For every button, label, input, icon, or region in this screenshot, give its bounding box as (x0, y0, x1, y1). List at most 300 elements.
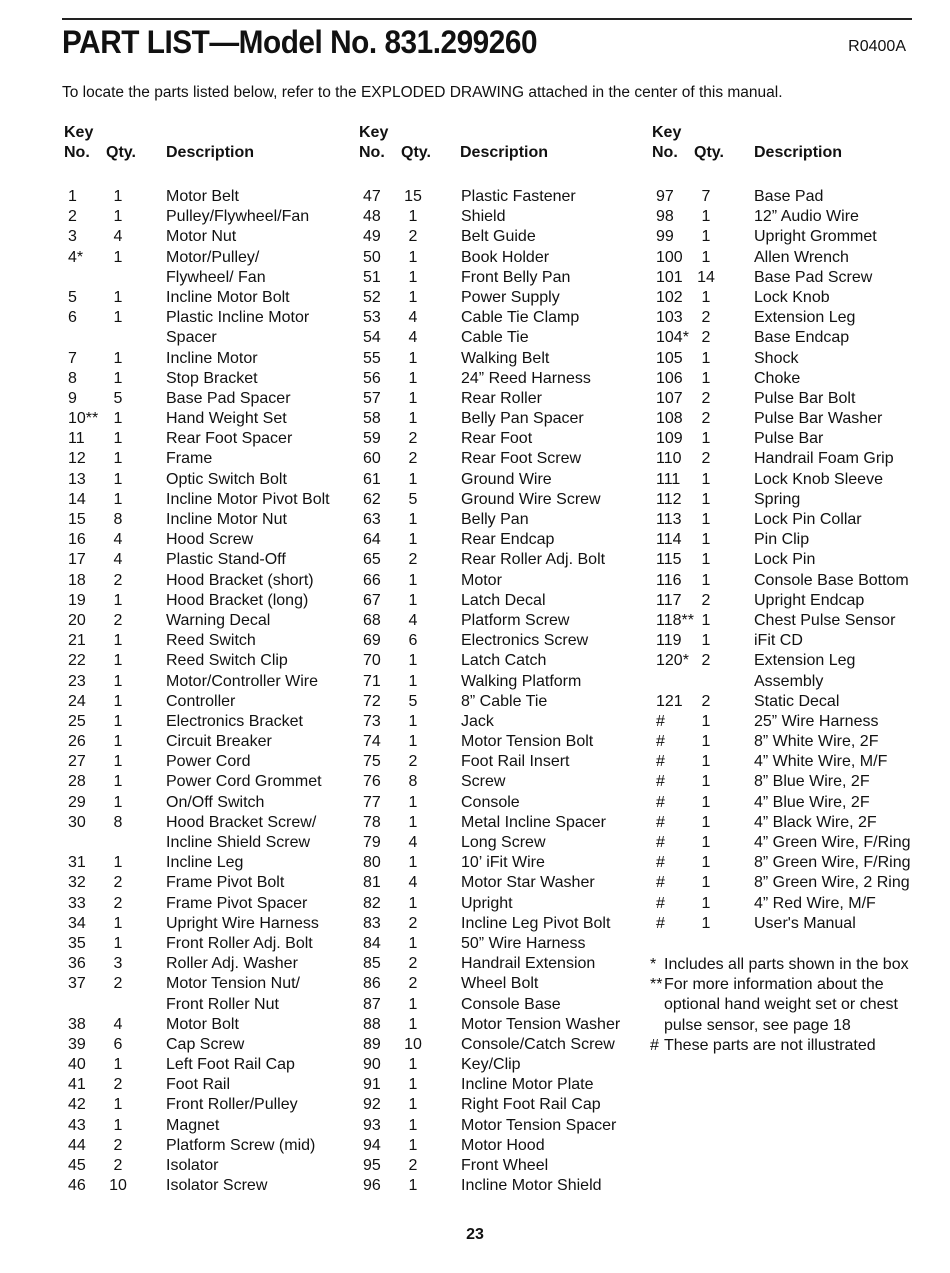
part-description: Front Roller/Pulley (166, 1096, 298, 1114)
part-quantity: 2 (701, 692, 711, 710)
part-quantity: 1 (701, 571, 711, 589)
part-key-number: 6 (68, 309, 77, 327)
part-description: Plastic Incline Motor (166, 309, 310, 327)
part-description: Cable Tie Clamp (461, 309, 580, 327)
part-description: Hood Bracket (short) (166, 571, 314, 589)
part-description: Allen Wrench (754, 248, 849, 266)
footnote-mark: ** (650, 976, 663, 994)
part-quantity: 2 (113, 894, 123, 912)
intro-text: To locate the parts listed below, refer to the EXPLODED DRAWING attached in the center of this manual. (62, 84, 783, 101)
part-key-number: 11 (68, 430, 85, 448)
footnote-text: These parts are not illustrated (664, 1036, 876, 1054)
part-key-number: 50 (363, 248, 381, 266)
part-description: Upright Grommet (754, 228, 877, 246)
part-description: Circuit Breaker (166, 733, 272, 751)
part-key-number: 79 (363, 834, 381, 851)
part-description: Walking Platform (461, 672, 582, 690)
part-description: Walking Belt (461, 349, 550, 367)
part-quantity: 1 (701, 753, 711, 771)
part-quantity: 4 (113, 1015, 123, 1033)
no-label: No. (64, 144, 90, 161)
part-key-number: 1 (68, 188, 77, 205)
part-quantity: 10 (109, 1177, 127, 1195)
part-key-number: 28 (68, 773, 86, 791)
part-quantity: 1 (113, 349, 123, 367)
part-quantity: 1 (701, 854, 711, 872)
part-key-number: 31 (68, 854, 86, 872)
part-quantity: 1 (113, 652, 123, 670)
part-description: Book Holder (461, 248, 550, 266)
part-description: Shield (461, 208, 506, 226)
part-quantity: 1 (113, 450, 123, 468)
part-quantity: 1 (701, 874, 711, 892)
part-key-number: 118** (656, 611, 694, 629)
part-quantity: 14 (697, 268, 715, 286)
part-quantity: 1 (701, 490, 711, 508)
part-quantity: 10 (404, 1035, 422, 1053)
footnote-includes (650, 955, 930, 975)
part-key-number: 21 (68, 632, 86, 650)
part-key-number: 69 (363, 632, 381, 650)
part-description: 8” Cable Tie (461, 692, 548, 710)
page-number: 23 (466, 1226, 484, 1243)
part-quantity: 2 (701, 329, 711, 347)
part-key-number: 107 (656, 389, 683, 407)
part-quantity: 1 (701, 611, 711, 629)
part-description: Right Foot Rail Cap (461, 1096, 601, 1114)
part-key-number: 108 (656, 410, 683, 428)
part-description: Motor (461, 571, 502, 589)
part-quantity: 1 (113, 1116, 123, 1134)
part-quantity: 2 (408, 430, 418, 448)
part-description: Handrail Extension (461, 955, 596, 973)
footnote-optional (650, 975, 930, 1036)
part-quantity: 4 (408, 329, 418, 347)
qty-label: Qty. (694, 144, 724, 161)
part-quantity: 5 (408, 490, 418, 508)
part-description: Pin Clip (754, 531, 810, 549)
part-description: Hood Bracket Screw/ (166, 813, 317, 831)
part-key-number: 18 (68, 571, 86, 589)
part-description: Flywheel/ Fan (166, 268, 266, 286)
part-description: Foot Rail Insert (461, 753, 570, 771)
part-key-number: 51 (363, 268, 381, 286)
part-description: Magnet (166, 1116, 220, 1134)
part-quantity: 1 (408, 854, 418, 872)
part-key-number: 120* (656, 652, 689, 670)
part-key-number: 25 (68, 712, 86, 730)
part-description: 8” White Wire, 2F (754, 733, 879, 751)
part-key-number: 64 (363, 531, 381, 549)
part-quantity: 1 (408, 288, 418, 306)
part-key-number: 59 (363, 430, 381, 448)
part-key-number: 113 (656, 511, 682, 528)
part-key-number: 39 (68, 1035, 86, 1053)
part-quantity: 1 (113, 208, 123, 226)
part-description: Front Roller Adj. Bolt (166, 934, 313, 952)
part-description: Hand Weight Set (166, 410, 287, 428)
part-description: Controller (166, 692, 236, 710)
part-key-number: # (656, 894, 665, 912)
qty-label: Qty. (106, 144, 136, 161)
part-description: Front Roller Nut (166, 995, 279, 1013)
part-quantity: 1 (113, 854, 123, 872)
part-quantity: 1 (408, 248, 418, 266)
part-description: Motor/Pulley/ (166, 248, 260, 266)
part-key-number: 111 (656, 470, 681, 488)
part-key-number: 19 (68, 591, 86, 609)
part-quantity: 2 (113, 1136, 123, 1154)
part-key-number: 114 (656, 531, 682, 549)
part-quantity: 2 (408, 753, 418, 771)
part-key-number: 87 (363, 995, 381, 1013)
part-description: Key/Clip (461, 1056, 521, 1074)
part-quantity: 15 (404, 188, 422, 205)
part-description: Hood Screw (166, 531, 254, 549)
part-description: Belt Guide (461, 228, 536, 246)
part-description: 10’ iFit Wire (461, 854, 545, 872)
key-label: Key (652, 124, 682, 141)
qty-label: Qty. (401, 144, 431, 161)
part-key-number: # (656, 793, 665, 811)
part-key-number: 94 (363, 1136, 381, 1154)
part-key-number: 93 (363, 1116, 381, 1134)
part-key-number: 106 (656, 369, 683, 387)
part-description: Assembly (754, 672, 824, 690)
footnotes (650, 955, 930, 1056)
part-description: Choke (754, 369, 801, 387)
no-label: No. (359, 144, 385, 161)
part-key-number: # (656, 753, 665, 771)
part-quantity: 1 (701, 430, 711, 448)
part-key-number: 110 (656, 450, 682, 468)
part-key-number: 70 (363, 652, 381, 670)
key-label: Key (64, 124, 94, 141)
part-description: Reed Switch Clip (166, 652, 288, 670)
part-key-number: 121 (656, 692, 683, 710)
part-description: 4” Green Wire, F/Ring (754, 834, 911, 851)
part-key-number: 36 (68, 955, 86, 973)
part-quantity: 1 (408, 591, 418, 609)
part-key-number: 24 (68, 692, 86, 710)
footnote-mark: # (650, 1036, 659, 1054)
description-label: Description (754, 144, 843, 161)
part-quantity: 2 (113, 874, 123, 892)
part-quantity: 1 (113, 369, 123, 387)
part-key-number: 23 (68, 672, 86, 690)
part-quantity: 1 (408, 1015, 418, 1033)
part-key-number: 37 (68, 975, 86, 993)
part-quantity: 1 (701, 733, 711, 751)
part-quantity: 4 (408, 309, 418, 327)
part-description: 24” Reed Harness (461, 369, 591, 387)
part-key-number: 119 (656, 632, 682, 650)
part-description: Foot Rail (166, 1076, 231, 1094)
part-key-number: 49 (363, 228, 381, 246)
part-description: Static Decal (754, 692, 840, 710)
part-description: Rear Foot Spacer (166, 430, 293, 448)
part-quantity: 1 (408, 531, 418, 549)
part-key-number: 89 (363, 1035, 381, 1053)
part-quantity: 1 (408, 712, 418, 730)
part-quantity: 1 (701, 894, 711, 912)
part-key-number: 34 (68, 914, 86, 932)
part-description: Lock Pin Collar (754, 511, 862, 528)
part-key-number: 71 (363, 672, 381, 690)
part-key-number: 63 (363, 511, 381, 528)
part-description: Electronics Bracket (166, 712, 303, 730)
part-description: Lock Knob Sleeve (754, 470, 883, 488)
part-key-number: 85 (363, 955, 381, 973)
part-description: Incline Motor Bolt (166, 288, 290, 306)
part-key-number: 62 (363, 490, 381, 508)
part-description: Belly Pan Spacer (461, 410, 584, 428)
part-quantity: 2 (408, 1157, 418, 1174)
part-quantity: 1 (113, 692, 123, 710)
part-quantity: 2 (408, 228, 418, 246)
part-quantity: 6 (113, 1035, 123, 1053)
part-description: On/Off Switch (166, 793, 265, 811)
part-description: Pulse Bar Bolt (754, 389, 856, 407)
part-description: 4” Red Wire, M/F (754, 894, 876, 912)
part-quantity: 2 (701, 410, 711, 428)
part-quantity: 1 (701, 773, 711, 791)
part-description: Jack (461, 712, 494, 730)
part-key-number: 57 (363, 389, 381, 407)
part-key-number: 76 (363, 773, 381, 791)
part-description: Frame Pivot Bolt (166, 874, 285, 892)
part-key-number: # (656, 874, 665, 892)
part-quantity: 1 (408, 1177, 418, 1195)
part-quantity: 2 (701, 309, 711, 327)
part-description: Stop Bracket (166, 369, 258, 387)
part-quantity: 1 (701, 813, 711, 831)
part-quantity: 1 (113, 591, 123, 609)
part-quantity: 4 (113, 228, 123, 246)
part-description: Rear Endcap (461, 531, 555, 549)
part-description: Front Belly Pan (461, 268, 571, 286)
part-description: Wheel Bolt (461, 975, 539, 993)
part-description: Pulse Bar Washer (754, 410, 883, 428)
part-key-number: 3 (68, 228, 77, 246)
part-description: Incline Motor (166, 349, 258, 367)
part-quantity: 1 (408, 813, 418, 831)
part-quantity: 8 (408, 773, 418, 791)
part-quantity: 4 (408, 834, 418, 851)
part-description: Motor/Controller Wire (166, 672, 319, 690)
part-quantity: 1 (408, 349, 418, 367)
part-description: Left Foot Rail Cap (166, 1056, 295, 1074)
part-description: Motor Tension Bolt (461, 733, 594, 751)
part-key-number: 16 (68, 531, 86, 549)
part-description: Motor Tension Washer (461, 1015, 621, 1033)
part-quantity: 1 (408, 1116, 418, 1134)
part-description: Motor Nut (166, 228, 237, 246)
part-key-number: 9 (68, 389, 77, 407)
part-quantity: 2 (113, 571, 123, 589)
part-quantity: 1 (113, 934, 123, 952)
part-key-number: 88 (363, 1015, 381, 1033)
part-quantity: 1 (701, 632, 711, 650)
part-quantity: 1 (113, 753, 123, 771)
part-description: Upright (461, 894, 513, 912)
part-description: Rear Roller Adj. Bolt (461, 551, 606, 569)
part-description: Incline Leg Pivot Bolt (461, 914, 611, 932)
part-description: Spring (754, 490, 801, 508)
part-quantity: 7 (701, 188, 711, 205)
part-description: Base Pad (754, 188, 824, 205)
part-description: Pulse Bar (754, 430, 824, 448)
part-quantity: 1 (701, 712, 711, 730)
part-key-number: 98 (656, 208, 674, 226)
part-key-number: 103 (656, 309, 683, 327)
part-description: Rear Roller (461, 389, 542, 407)
part-description: Handrail Foam Grip (754, 450, 894, 468)
part-description: Power Cord Grommet (166, 773, 322, 791)
part-key-number: 97 (656, 188, 674, 205)
header-rule (62, 18, 912, 20)
part-description: Console Base Bottom (754, 571, 909, 589)
part-description: Platform Screw (mid) (166, 1136, 316, 1154)
part-key-number: 38 (68, 1015, 86, 1033)
part-description: Roller Adj. Washer (166, 955, 298, 973)
part-quantity: 3 (113, 955, 123, 973)
part-quantity: 2 (113, 611, 123, 629)
part-key-number: 99 (656, 228, 674, 246)
part-description: Upright Endcap (754, 591, 865, 609)
part-key-number: 44 (68, 1136, 86, 1154)
part-description: Cable Tie (461, 329, 529, 347)
part-quantity: 1 (113, 288, 123, 306)
part-quantity: 1 (113, 793, 123, 811)
part-description: Rear Foot (461, 430, 533, 448)
part-quantity: 1 (408, 369, 418, 387)
part-key-number: 95 (363, 1157, 381, 1174)
part-key-number: 58 (363, 410, 381, 428)
page-title: PART LIST—Model No. 831.299260 (62, 24, 538, 60)
part-description: Base Pad Spacer (166, 389, 291, 407)
part-key-number: 4* (68, 248, 84, 266)
part-description: Shock (754, 349, 799, 367)
part-key-number: # (656, 712, 665, 730)
part-description: Motor Tension Nut/ (166, 975, 300, 993)
part-quantity: 1 (113, 914, 123, 932)
part-quantity: 1 (113, 490, 123, 508)
part-quantity: 1 (113, 430, 123, 448)
part-quantity: 1 (408, 672, 418, 690)
part-key-number: 32 (68, 874, 86, 892)
part-quantity: 6 (408, 632, 418, 650)
part-description: 4” White Wire, M/F (754, 753, 888, 771)
part-key-number: 100 (656, 248, 683, 266)
description-label: Description (166, 144, 255, 161)
part-quantity: 1 (701, 288, 711, 306)
part-description: Belly Pan (461, 511, 529, 528)
part-key-number: # (656, 914, 665, 932)
part-description: Base Endcap (754, 329, 850, 347)
part-description: Pulley/Flywheel/Fan (166, 208, 310, 226)
part-quantity: 1 (408, 934, 418, 952)
part-quantity: 1 (113, 470, 123, 488)
part-key-number: 90 (363, 1056, 381, 1074)
part-quantity: 1 (408, 389, 418, 407)
part-quantity: 1 (701, 470, 711, 488)
part-key-number: 26 (68, 733, 86, 751)
part-key-number: 109 (656, 430, 683, 448)
part-description: Metal Incline Spacer (461, 813, 606, 831)
part-description: Base Pad Screw (754, 268, 873, 286)
part-quantity: 1 (113, 632, 123, 650)
part-key-number: 48 (363, 208, 381, 226)
part-key-number: 14 (68, 490, 86, 508)
part-key-number: 91 (363, 1076, 381, 1094)
part-quantity: 2 (113, 975, 123, 993)
part-key-number: 72 (363, 692, 381, 710)
part-quantity: 1 (701, 834, 711, 851)
part-key-number: 22 (68, 652, 86, 670)
part-key-number: 10** (68, 410, 99, 428)
part-quantity: 2 (408, 975, 418, 993)
part-key-number: 61 (363, 470, 381, 488)
part-description: 50” Wire Harness (461, 934, 586, 952)
part-quantity: 1 (113, 733, 123, 751)
part-description: Incline Motor Plate (461, 1076, 594, 1094)
part-quantity: 1 (408, 1076, 418, 1094)
part-quantity: 1 (113, 1056, 123, 1074)
part-key-number: 80 (363, 854, 381, 872)
part-description: Optic Switch Bolt (166, 470, 287, 488)
part-key-number: 7 (68, 349, 77, 367)
part-key-number: 101 (656, 268, 683, 286)
part-key-number: 27 (68, 753, 86, 771)
part-quantity: 1 (408, 410, 418, 428)
part-description: Frame (166, 450, 213, 468)
part-key-number: 116 (656, 571, 682, 589)
part-description: Ground Wire Screw (461, 490, 601, 508)
part-key-number: 81 (363, 874, 381, 892)
part-quantity: 8 (113, 511, 123, 528)
part-key-number: 84 (363, 934, 381, 952)
part-key-number: 104* (656, 329, 689, 347)
part-quantity: 1 (701, 551, 711, 569)
part-description: Frame Pivot Spacer (166, 894, 308, 912)
part-quantity: 1 (408, 1096, 418, 1114)
part-quantity: 4 (408, 874, 418, 892)
part-key-number: 105 (656, 349, 683, 367)
part-description: Lock Pin (754, 551, 816, 569)
part-key-number: 66 (363, 571, 381, 589)
part-description: Motor Tension Spacer (461, 1116, 617, 1134)
part-quantity: 2 (408, 551, 418, 569)
part-description: Incline Motor Pivot Bolt (166, 490, 330, 508)
part-key-number: 33 (68, 894, 86, 912)
part-quantity: 2 (408, 955, 418, 973)
part-quantity: 2 (113, 1157, 123, 1174)
part-key-number: # (656, 834, 665, 851)
footnote-not-illustrated (650, 1036, 930, 1056)
part-description: Plastic Stand-Off (166, 551, 286, 569)
part-description: 12” Audio Wire (754, 208, 859, 226)
part-key-number: 41 (68, 1076, 86, 1094)
part-quantity: 1 (408, 894, 418, 912)
part-quantity: 1 (113, 248, 123, 266)
part-description: Motor Belt (166, 188, 239, 205)
part-key-number: 77 (363, 793, 381, 811)
part-key-number: 12 (68, 450, 86, 468)
description-label: Description (460, 144, 549, 161)
part-quantity: 2 (701, 652, 711, 670)
part-description: Extension Leg (754, 652, 856, 670)
